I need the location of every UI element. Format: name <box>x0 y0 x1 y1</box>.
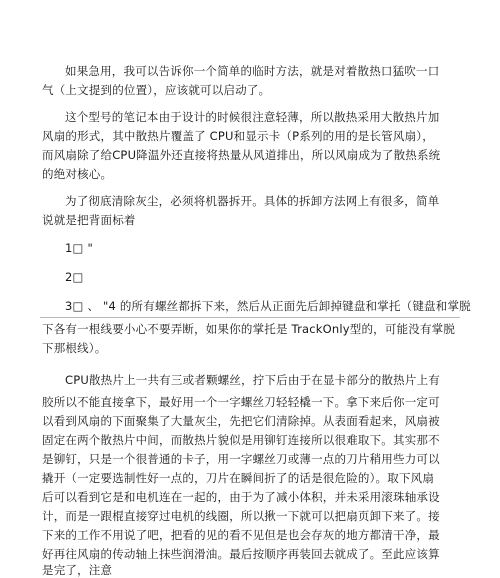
list-item-1: 1□ " <box>65 241 93 255</box>
paragraph-4-line-8: 计，而是一跟棍直接穿过电机的线圈，所以揪一下就可以把扇页卸下来了。接 <box>42 509 440 523</box>
list-item-3-line-2: 下各有一根线要小心不要弄断，如果你的掌托是 TrackOnly型的，可能没有掌脱 <box>42 322 456 336</box>
paragraph-4-line-9: 下来的工作不用说了吧，把看的见的看不见但是也会存灰的地方都清干净，最 <box>42 528 440 542</box>
paragraph-4-line-2: 胶所以不能直接拿下，最好用一个一字螺丝刀轻轻橇一下。拿下来后你一定可 <box>42 395 440 409</box>
paragraph-4-line-6: 撬开（一定要选制性好一点的，刀片在瞬间折了的话是很危险的）。取下风扇 <box>42 471 435 485</box>
paragraph-2-line-3: 而风扇除了给CPU降温外还直接将热量从风道排出，所以风扇成为了散热系统 <box>42 148 441 162</box>
paragraph-3-line-2: 说就是把背面标着 <box>42 213 136 227</box>
paragraph-4-line-5: 是铆钉，只是一个很普通的卡子，用一字螺丝刀或薄一点的刀片稍用些力可以 <box>42 452 440 466</box>
paragraph-2-line-1: 这个型号的笔记本由于设计的时候很注意轻薄，所以散热采用大散热片加 <box>65 110 440 124</box>
paragraph-3-line-1: 为了彻底清除灰尘，必须将机器拆开。具体的拆卸方法网上有很多，简单 <box>65 194 440 208</box>
paragraph-1-line-1: 如果急用，我可以告诉你一个简单的临时方法，就是对着散热口猛吹一口 <box>65 64 440 78</box>
paragraph-1-line-2: 气（上文提到的位置），应该就可以启动了。 <box>42 83 271 97</box>
list-item-3-line-1: 3□ 、 "4 的所有螺丝都拆下来，然后从正面先后卸掉键盘和掌托（键盘和掌脱 <box>65 299 471 313</box>
list-item-2: 2□ <box>65 270 84 284</box>
list-item-3-line-3: 下那根线）。 <box>42 341 107 355</box>
paragraph-4-line-11: 是完了，注意 <box>42 563 113 577</box>
paragraph-4-line-4: 固定在两个散热片中间，而散热片貌似是用铆钉连接所以很难取下。其实那不 <box>42 433 440 447</box>
paragraph-4-line-7: 后可以看到它是和电机连在一起的，由于为了减小体积，并未采用滚珠轴承设 <box>42 490 440 504</box>
paragraph-2-line-4: 的绝对核心。 <box>42 167 113 181</box>
paragraph-2-line-2: 风扇的形式，其中散热片覆盖了 CPU和显示卡（P系列的用的是长管风扇）， <box>42 129 434 143</box>
paragraph-4-line-3: 以看到风扇的下面聚集了大量灰尘，先把它们清除掉。从表面看起来，风扇被 <box>42 414 440 428</box>
divider-line <box>40 317 460 318</box>
paragraph-4-line-1: CPU散热片上一共有三或者颗螺丝，拧下后由于在显卡部分的散热片上有 <box>65 373 440 387</box>
paragraph-4-line-10: 好再往风扇的传动轴上抹些润滑油。最后按顺序再装回去就成了。至此应该算 <box>42 547 440 561</box>
